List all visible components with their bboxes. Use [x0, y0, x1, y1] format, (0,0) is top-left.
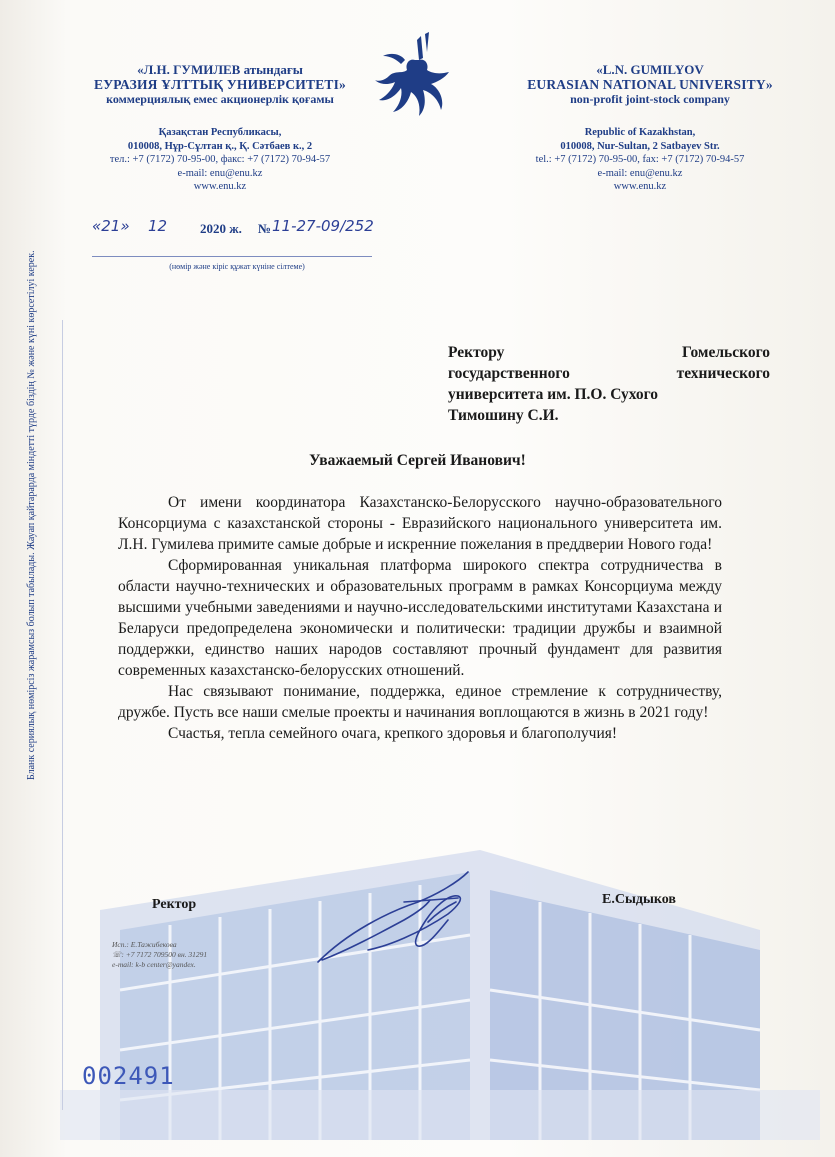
executor-name: Исп.: Е.Тажибекова: [112, 940, 177, 949]
header-en-line3: non-profit joint-stock company: [570, 92, 730, 106]
address-kz-web: www.enu.kz: [193, 181, 247, 192]
addressee-line1a: Ректору: [448, 344, 505, 361]
header-kz-line2: ЕУРАЗИЯ ҰЛТТЫҚ УНИВЕРСИТЕТІ»: [93, 77, 347, 92]
date-year: 2020 ж.: [200, 221, 242, 236]
header-english: [505, 62, 795, 107]
signatory-name: Е.Сыдыков: [602, 892, 676, 907]
address-kz-email: e-mail: enu@enu.kz: [177, 167, 263, 179]
number-prefix: №: [258, 221, 272, 236]
addressee-line1: [448, 342, 770, 363]
side-note: Бланк сериялық нөмірсіз жарамсыз болып табылады. Жауап қайтарарда міндетті түрде біздің № және күні көрсетілуі керек.: [26, 250, 37, 780]
addressee-line2a: государственного: [448, 365, 570, 382]
body-paragraph-3: Нас связывают понимание, поддержка, единое стремление к сотрудничеству, дружбе. Пусть все наши смелые проекты и начинания воплощаются в жизнь в 2021 году!: [118, 683, 722, 721]
addressee-line2: [448, 363, 770, 384]
blank-serial-number: 002491: [82, 1062, 175, 1090]
header-kz-line3: коммерциялық емес акционерлік қоғамы: [106, 92, 334, 106]
date-caption: (нөмір және кіріс құжат күніне сілтеме): [169, 262, 305, 271]
date-day: «21»: [92, 217, 130, 235]
address-en-country: Republic of Kazakhstan,: [584, 127, 696, 138]
addressee-line1b: Гомельского: [681, 344, 770, 361]
address-en-web: www.enu.kz: [613, 181, 667, 192]
header-en-line2: EURASIAN NATIONAL UNIVERSITY»: [527, 77, 773, 92]
left-margin-rule: [62, 320, 63, 1110]
handwritten-signature-icon: [308, 862, 508, 972]
golden-man-on-winged-horse-icon: [365, 30, 465, 130]
address-english: [490, 126, 790, 194]
salutation: Уважаемый Сергей Иванович!: [309, 452, 526, 469]
body-paragraph-4: Счастья, тепла семейного очага, крепкого здоровья и благополучия!: [168, 725, 618, 742]
executor-info: [112, 940, 207, 970]
letter-body: [118, 492, 722, 744]
addressee-line3: университета им. П.О. Сухого: [448, 386, 659, 403]
addressee: [448, 342, 770, 426]
document-number: 11-27-09/252: [272, 217, 374, 235]
address-kz-street: 010008, Нұр-Сұлтан қ., Қ. Сәтбаев к., 2: [127, 140, 313, 152]
signatory-title: Ректор: [152, 897, 197, 912]
executor-email: e-mail: k-b center@yandex.: [112, 960, 196, 969]
address-en-email: e-mail: enu@enu.kz: [597, 167, 683, 179]
header-kazakh: [70, 62, 370, 107]
header-kz-line1: «Л.Н. ГУМИЛЕВ атындағы: [137, 62, 303, 77]
date-number-block: [92, 215, 392, 241]
address-en-phone: tel.: +7 (7172) 70-95-00, fax: +7 (7172) 70-94-57: [535, 154, 745, 165]
date-month: 12: [148, 217, 168, 235]
addressee-line2b: технического: [676, 365, 770, 382]
date-underline: [92, 256, 372, 257]
address-kz-phone: тел.: +7 (7172) 70-95-00, факс: +7 (7172) 70-94-57: [109, 154, 331, 165]
address-en-street: 010008, Nur-Sultan, 2 Satbayev Str.: [560, 140, 720, 152]
addressee-line4: Тимошину С.И.: [448, 407, 559, 424]
executor-phone: ☏: +7 7172 709500 вн. 31291: [112, 950, 208, 959]
address-kazakh: [70, 126, 370, 194]
address-kz-country: Қазақстан Республикасы,: [158, 127, 282, 138]
body-paragraph-2: Сформированная уникальная платформа широкого спектра сотрудничества в области научно-технических и образовательных программ в рамках Консорциума между высшими учебными заведениями и научно-исследовательскими институтами Казахстана и Беларуси предопределена экономически и политически: традиции дружбы и взаимной поддержки, единство наших народов составляют прочный фундамент для развития современных казахстанско-белорусских отношений.: [118, 557, 722, 679]
body-paragraph-1: От имени координатора Казахстанско-Белорусского научно-образовательного Консорциума с казахстанской стороны - Евразийского национального университета им. Л.Н. Гумилева примите самые добрые и искренние пожелания в преддверии Нового года!: [118, 494, 722, 553]
header-en-line1: «L.N. GUMILYOV: [596, 62, 704, 77]
